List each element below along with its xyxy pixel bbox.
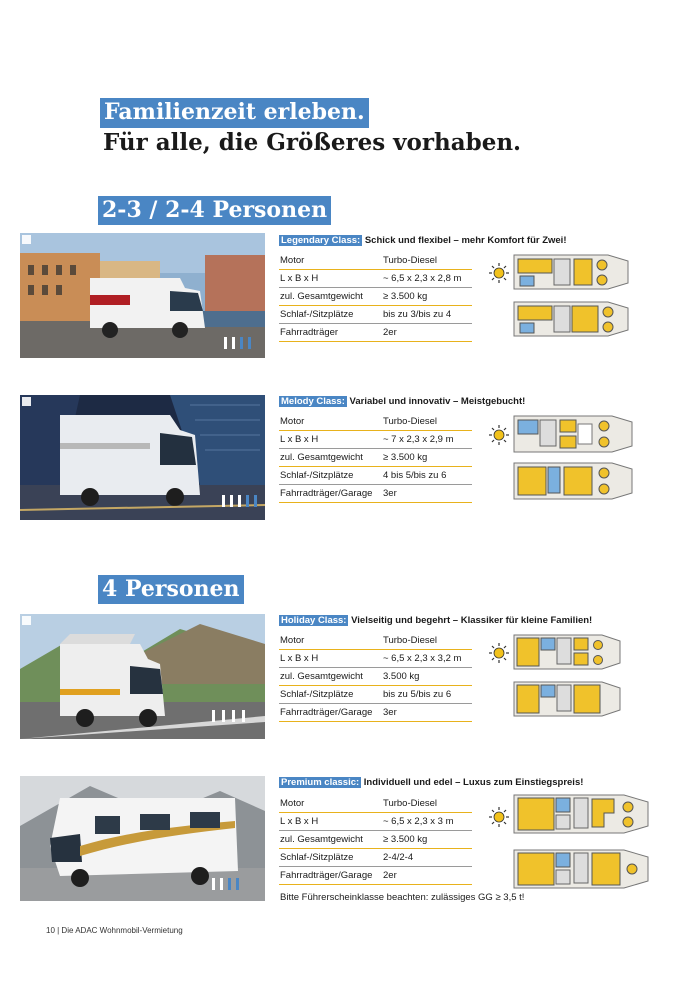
- floorplan-day-melody: [512, 414, 634, 454]
- spec-row-dimensions: [279, 650, 472, 668]
- vehicle-photo-legendary: [20, 233, 265, 358]
- class-tagline: Individuell und edel – Luxus zum Einstiegspreis!: [363, 777, 584, 788]
- floorplan-day-premium: [512, 793, 650, 835]
- class-tagline: Vielseitig und begehrt – Klassiker für kleine Familien!: [351, 615, 593, 626]
- spec-row-weight: [279, 831, 472, 849]
- sun-icon: [488, 262, 510, 289]
- vehicle-photo-holiday: [20, 614, 265, 739]
- spec-value: ~ 6,5 x 2,3 x 3 m: [381, 813, 472, 831]
- spec-value: ≥ 3.500 kg: [381, 831, 472, 849]
- spec-value: 3.500 kg: [381, 668, 472, 686]
- spec-row-weight: [279, 668, 472, 686]
- license-note: Bitte Führerscheinklasse beachten: zulässiges GG ≥ 3,5 t!: [280, 892, 525, 903]
- spec-value: ~ 6,5 x 2,3 x 2,8 m: [381, 270, 472, 288]
- sun-icon: [488, 806, 510, 833]
- spec-key: zul. Gesamtgewicht: [279, 288, 381, 306]
- spec-key: zul. Gesamtgewicht: [279, 831, 381, 849]
- spec-key: zul. Gesamtgewicht: [279, 449, 381, 467]
- spec-key: Fahrradträger/Garage: [279, 485, 381, 503]
- spec-key: Fahrradträger: [279, 324, 381, 342]
- spec-row-weight: [279, 288, 472, 306]
- spec-value: Turbo-Diesel: [381, 413, 472, 431]
- class-label: Premium classic:: [281, 777, 360, 788]
- floorplan-night-holiday: [512, 680, 622, 718]
- spec-key: Motor: [279, 795, 381, 813]
- spec-key: Schlaf-/Sitzplätze: [279, 849, 381, 867]
- spec-value: 2-4/2-4: [381, 849, 472, 867]
- section-title-4-persons: 4 Personen: [98, 575, 244, 604]
- spec-row-motor: [279, 252, 472, 270]
- spec-row-motor: [279, 632, 472, 650]
- spec-key: L x B x H: [279, 813, 381, 831]
- spec-value: 2er: [381, 324, 472, 342]
- headline-subtitle: Für alle, die Größeres vorhaben.: [103, 129, 522, 156]
- spec-key: Motor: [279, 632, 381, 650]
- spec-table-holiday: [279, 632, 472, 722]
- floorplan-night-melody: [512, 461, 634, 501]
- spec-key: Motor: [279, 252, 381, 270]
- spec-key: Schlaf-/Sitzplätze: [279, 306, 381, 324]
- spec-row-berths: [279, 849, 472, 867]
- vehicle-photo-premium: [20, 776, 265, 901]
- vehicle-title-melody: [279, 395, 525, 408]
- spec-value: 3er: [381, 485, 472, 503]
- spec-value: ≥ 3.500 kg: [381, 288, 472, 306]
- spec-key: Fahrradträger/Garage: [279, 704, 381, 722]
- spec-value: Turbo-Diesel: [381, 632, 472, 650]
- spec-value: bis zu 3/bis zu 4: [381, 306, 472, 324]
- spec-row-weight: [279, 449, 472, 467]
- spec-key: Motor: [279, 413, 381, 431]
- spec-value: ~ 7 x 2,3 x 2,9 m: [381, 431, 472, 449]
- spec-key: L x B x H: [279, 270, 381, 288]
- spec-value: 2er: [381, 867, 472, 885]
- spec-value: 4 bis 5/bis zu 6: [381, 467, 472, 485]
- spec-key: L x B x H: [279, 650, 381, 668]
- spec-table-melody: [279, 413, 472, 503]
- spec-row-bikes-garage: [279, 485, 472, 503]
- headline-highlighted: Familienzeit erleben.: [100, 98, 369, 128]
- spec-row-bikes-garage: [279, 867, 472, 885]
- spec-row-dimensions: [279, 431, 472, 449]
- spec-row-berths: [279, 306, 472, 324]
- spec-row-dimensions: [279, 270, 472, 288]
- spec-key: Schlaf-/Sitzplätze: [279, 467, 381, 485]
- spec-value: 3er: [381, 704, 472, 722]
- section-title-2-4-persons: 2-3 / 2-4 Personen: [98, 196, 331, 225]
- sun-icon: [488, 642, 510, 669]
- spec-key: Fahrradträger/Garage: [279, 867, 381, 885]
- floorplan-day-legendary: [512, 253, 630, 291]
- vehicle-title-premium: [279, 776, 583, 789]
- spec-row-bikes-garage: [279, 704, 472, 722]
- spec-row-bikes: [279, 324, 472, 342]
- spec-row-motor: [279, 413, 472, 431]
- class-tagline: Schick und flexibel – mehr Komfort für Zwei!: [364, 235, 567, 246]
- spec-row-motor: [279, 795, 472, 813]
- class-label: Melody Class:: [281, 396, 345, 407]
- floorplan-night-premium: [512, 848, 650, 890]
- sun-icon: [488, 424, 510, 451]
- spec-value: ~ 6,5 x 2,3 x 3,2 m: [381, 650, 472, 668]
- spec-value: bis zu 5/bis zu 6: [381, 686, 472, 704]
- class-label: Legendary Class:: [281, 235, 361, 246]
- vehicle-photo-melody: [20, 395, 265, 520]
- floorplan-night-legendary: [512, 300, 630, 338]
- class-label: Holiday Class:: [281, 615, 347, 626]
- spec-value: Turbo-Diesel: [381, 795, 472, 813]
- spec-row-berths: [279, 686, 472, 704]
- vehicle-title-legendary: [279, 234, 567, 247]
- floorplan-day-holiday: [512, 633, 622, 671]
- spec-row-berths: [279, 467, 472, 485]
- spec-key: L x B x H: [279, 431, 381, 449]
- moon-icon: [490, 474, 504, 495]
- spec-value: ≥ 3.500 kg: [381, 449, 472, 467]
- page-footer: 10 | Die ADAC Wohnmobil-Vermietung: [46, 926, 183, 935]
- spec-value: Turbo-Diesel: [381, 252, 472, 270]
- spec-table-legendary: [279, 252, 472, 342]
- spec-key: Schlaf-/Sitzplätze: [279, 686, 381, 704]
- moon-icon: [490, 692, 504, 713]
- spec-key: zul. Gesamtgewicht: [279, 668, 381, 686]
- spec-row-dimensions: [279, 813, 472, 831]
- class-tagline: Variabel und innovativ – Meistgebucht!: [349, 396, 526, 407]
- spec-table-premium: [279, 795, 472, 885]
- moon-icon: [490, 312, 504, 333]
- vehicle-title-holiday: [279, 614, 592, 627]
- moon-icon: [490, 858, 504, 879]
